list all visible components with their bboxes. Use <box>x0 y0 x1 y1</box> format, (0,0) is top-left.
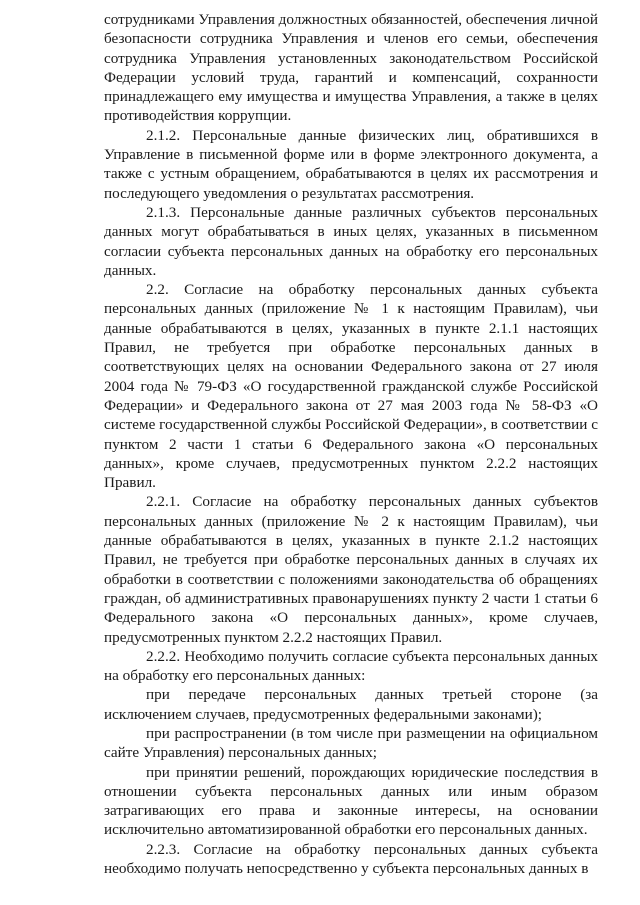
paragraph-2-2: 2.2. Согласие на обработку персональных данных субъекта персональных данных (приложение № 1 к настоящим Правилам), чьи данные обрабатываются в целях, указанных в пункте 2.1.1 настоящих Правил, не требуется при обработке персональных данных в соответствующих целях на основании Федерального закона от 27 июля 2004 года № 79-ФЗ «О государственной гражданской службе Российской Федерации» и Федерального закона от 27 мая 2003 года № 58-ФЗ «О системе государственной службы Российской Федерации», в соответствии с пунктом 2 части 1 статьи 6 Федерального закона «О персональных данных», кроме случаев, предусмотренных пунктом 2.2.2 настоящих Правил. <box>104 281 598 492</box>
list-item-automated-decisions: при принятии решений, порождающих юридические последствия в отношении субъекта персональных данных или иным образом затрагивающих его права и законные интересы, на основании исключительно автоматизированной обработки его персональных данных. <box>104 763 598 839</box>
paragraph-2-1-2: 2.1.2. Персональные данные физических лиц, обратившихся в Управление в письменной форме или в форме электронного документа, а также с устным обращением, обрабатываются в целях их рассмотрения и последующего уведомления о результатах рассмотрения. <box>104 126 598 202</box>
document-page <box>104 10 598 878</box>
paragraph-2-1-3: 2.1.3. Персональные данные различных субъектов персональных данных могут обрабатываться в иных целях, указанных в письменном согласии субъекта персональных данных на обработку его персональных данных. <box>104 203 598 279</box>
list-item-distribution: при распространении (в том числе при размещении на официальном сайте Управления) персональных данных; <box>104 724 598 762</box>
paragraph-continuation: сотрудниками Управления должностных обязанностей, обеспечения личной безопасности сотрудника Управления и членов его семьи, обеспечения сотрудника Управления установленных законодательством Российской Федерации условий труда, гарантий и компенсаций, сохранности принадлежащего ему имущества и имущества Управления, а также в целях противодействия коррупции. <box>104 11 598 125</box>
paragraph-2-2-3: 2.2.3. Согласие на обработку персональных данных субъекта необходимо получать непосредственно у субъекта персональных данных в <box>104 840 598 878</box>
list-item-third-party: при передаче персональных данных третьей стороне (за исключением случаев, предусмотренных федеральными законами); <box>104 686 598 723</box>
paragraph-2-2-1: 2.2.1. Согласие на обработку персональных данных субъектов персональных данных (приложение № 2 к настоящим Правилам), чьи данные обрабатываются в целях, указанных в пункте 2.1.2 настоящих Правил, не требуется при обработке персональных данных в случаях их обработки в соответствии с положениями законодательства об обращениях граждан, об административных правонарушениях пункту 2 части 1 статьи 6 Федерального закона «О персональных данных», кроме случаев, предусмотренных пунктом 2.2.2 настоящих Правил. <box>104 493 598 646</box>
paragraph-2-2-2: 2.2.2. Необходимо получить согласие субъекта персональных данных на обработку его персональных данных: <box>104 647 598 685</box>
